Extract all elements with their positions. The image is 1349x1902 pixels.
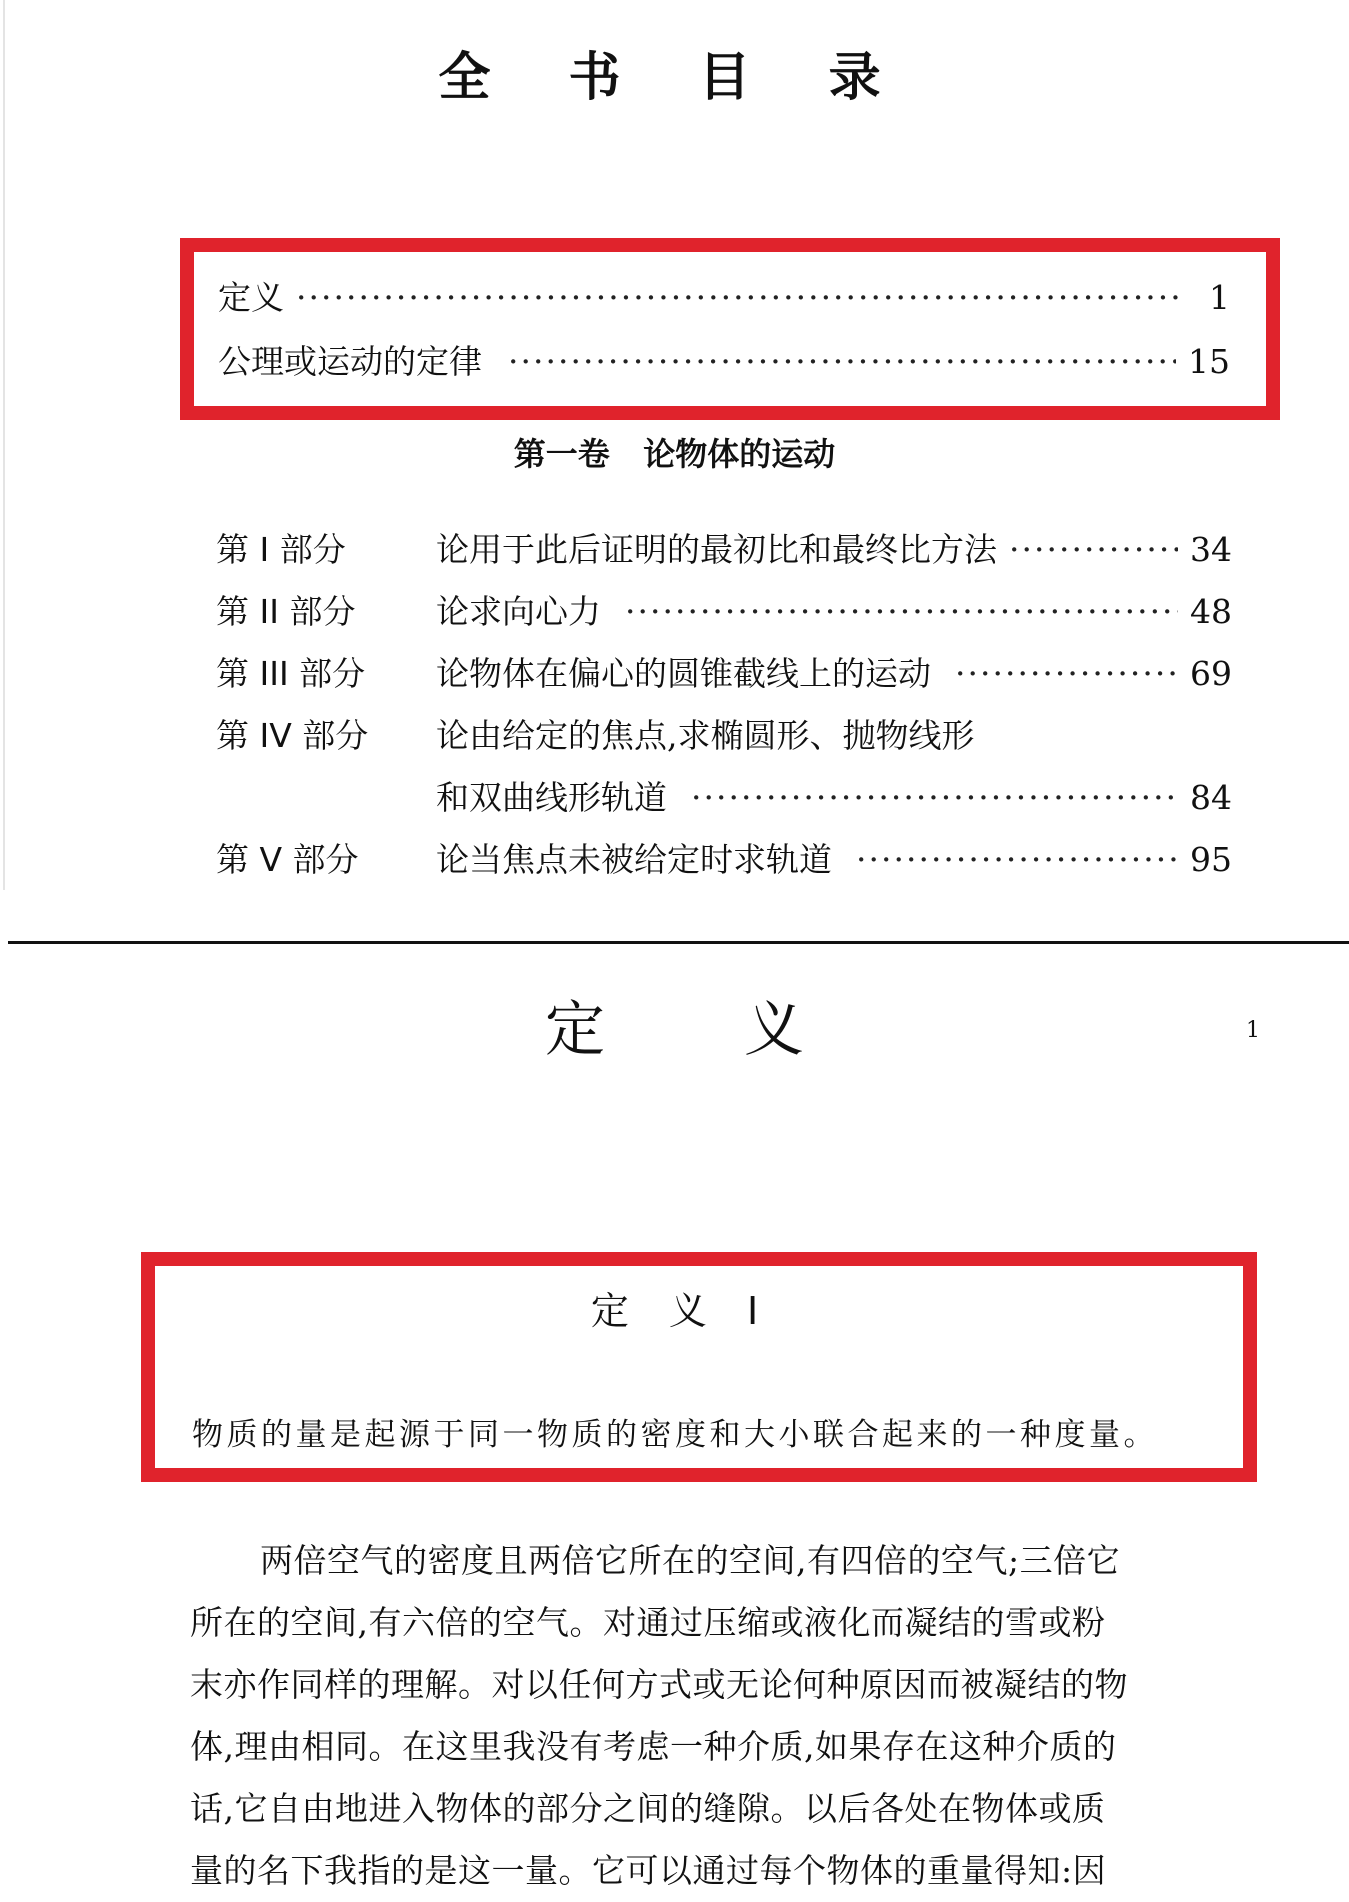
part-page: 84 — [1190, 778, 1232, 817]
part-title: 论由给定的焦点,求椭圆形、抛物线形 — [436, 716, 975, 755]
toc-entry-definitions — [218, 276, 1230, 320]
volume-heading: 第一卷 论物体的运动 — [513, 435, 836, 473]
toc-part-row-continued — [436, 776, 1232, 820]
part-title: 论物体在偏心的圆锥截线上的运动 — [436, 654, 931, 693]
paragraph-line: 体,理由相同。在这里我没有考虑一种介质,如果存在这种介质的 — [190, 1727, 1117, 1766]
leader-dots — [296, 276, 1184, 320]
part-label: 第 II 部分 — [216, 592, 356, 631]
paragraph-line: 末亦作同样的理解。对以任何方式或无论何种原因而被凝结的物 — [190, 1665, 1128, 1704]
leader-dots — [1009, 528, 1178, 572]
toc-part-row — [436, 838, 1232, 882]
toc-entry-page: 15 — [1188, 342, 1230, 381]
toc-part-row — [436, 590, 1232, 634]
definition-1-heading: 定 义 I — [590, 1289, 759, 1333]
part-page: 34 — [1190, 530, 1232, 569]
toc-entry-page: 1 — [1209, 278, 1230, 317]
paragraph-line: 两倍空气的密度且两倍它所在的空间,有四倍的空气;三倍它 — [260, 1541, 1121, 1580]
part-label: 第 IV 部分 — [216, 716, 369, 755]
leader-dots — [691, 776, 1178, 820]
paragraph-line: 所在的空间,有六倍的空气。对通过压缩或液化而凝结的雪或粉 — [190, 1603, 1106, 1642]
part-page: 48 — [1190, 592, 1232, 631]
part-label: 第 III 部分 — [216, 654, 366, 693]
part-title: 论求向心力 — [436, 592, 601, 631]
definitions-title: 定 义 — [544, 995, 805, 1065]
leader-dots — [625, 590, 1178, 634]
toc-title: 全 书 目 录 — [438, 48, 911, 108]
part-title: 和双曲线形轨道 — [436, 778, 667, 817]
paragraph-line: 量的名下我指的是这一量。它可以通过每个物体的重量得知:因 — [190, 1851, 1107, 1890]
part-title: 论用于此后证明的最初比和最终比方法 — [436, 530, 997, 569]
leader-dots — [508, 340, 1176, 384]
part-page: 69 — [1190, 654, 1232, 693]
leader-dots — [955, 652, 1178, 696]
toc-part-row — [436, 528, 1232, 572]
leader-dots — [856, 838, 1178, 882]
page-divider — [8, 941, 1349, 944]
toc-entry-label: 定义 — [218, 278, 284, 317]
toc-highlight-box — [180, 238, 1280, 420]
toc-entry-axioms — [218, 340, 1230, 384]
paragraph-line: 话,它自由地进入物体的部分之间的缝隙。以后各处在物体或质 — [190, 1789, 1106, 1828]
part-label: 第 V 部分 — [216, 840, 359, 879]
part-title: 论当焦点未被给定时求轨道 — [436, 840, 832, 879]
toc-part-row — [436, 652, 1232, 696]
toc-entry-label: 公理或运动的定律 — [218, 342, 482, 381]
definition-1-statement: 物质的量是起源于同一物质的密度和大小联合起来的一种度量。 — [192, 1417, 1158, 1453]
part-label: 第 I 部分 — [216, 530, 346, 569]
toc-part-row — [436, 714, 1232, 758]
body-paragraph — [190, 1530, 1210, 1902]
part-page: 95 — [1190, 840, 1232, 879]
page-number: 1 — [1246, 1018, 1260, 1043]
